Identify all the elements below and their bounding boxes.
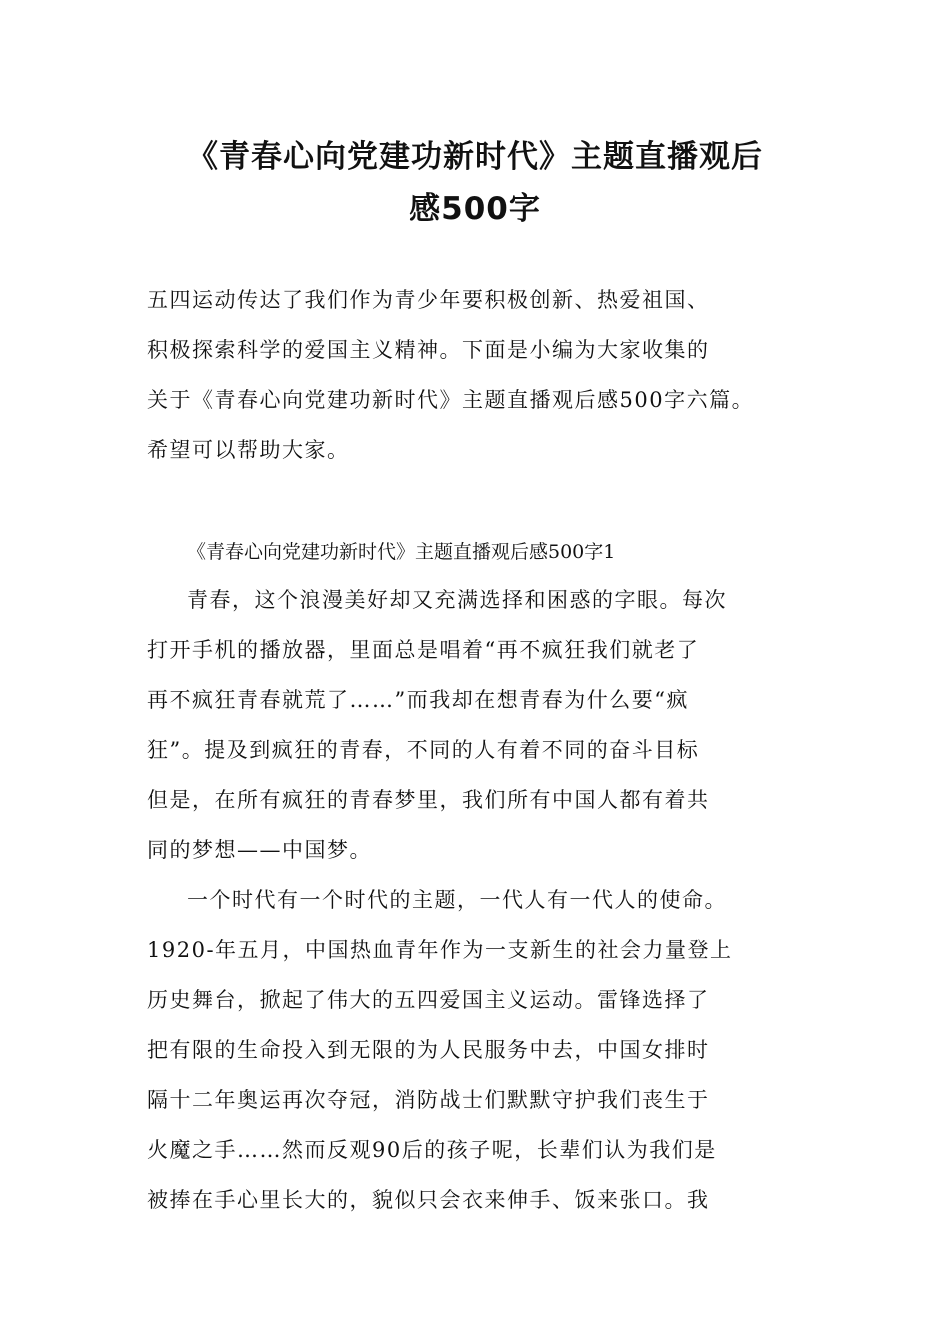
document-title-line-2: 感500字	[409, 191, 541, 227]
paragraph-line: 打开手机的播放器，里面总是唱着“再不疯狂我们就老了	[147, 638, 700, 662]
paragraph-line: 一个时代有一个时代的主题，一代人有一代人的使命。	[187, 888, 727, 912]
intro-line: 积极探索科学的爱国主义精神。下面是小编为大家收集的	[147, 338, 710, 362]
paragraph-line: 同的梦想——中国梦。	[147, 838, 372, 862]
paragraph-line: 青春，这个浪漫美好却又充满选择和困惑的字眼。每次	[187, 588, 727, 612]
paragraph-line: 历史舞台，掀起了伟大的五四爱国主义运动。雷锋选择了	[147, 988, 710, 1012]
paragraph-line: 隔十二年奥运再次夺冠，消防战士们默默守护我们丧生于	[147, 1088, 710, 1112]
paragraph-line: 但是，在所有疯狂的青春梦里，我们所有中国人都有着共	[147, 788, 710, 812]
intro-line: 五四运动传达了我们作为青少年要积极创新、热爱祖国、	[147, 288, 710, 312]
paragraph-line: 再不疯狂青春就荒了……”而我却在想青春为什么要“疯	[147, 688, 689, 712]
paragraph-line: 把有限的生命投入到无限的为人民服务中去，中国女排时	[147, 1038, 710, 1062]
paragraph-line: 被捧在手心里长大的，貌似只会衣来伸手、饭来张口。我	[147, 1188, 710, 1212]
paragraph-line: 火魔之手……然而反观90后的孩子呢，长辈们认为我们是	[147, 1138, 717, 1162]
document-title-line-1: 《青春心向党建功新时代》主题直播观后	[187, 139, 763, 175]
paragraph-line: 1920-年五月，中国热血青年作为一支新生的社会力量登上	[147, 938, 733, 962]
paragraph-line: 狂”。提及到疯狂的青春，不同的人有着不同的奋斗目标	[147, 738, 700, 762]
intro-line: 希望可以帮助大家。	[147, 438, 350, 462]
intro-line: 关于《青春心向党建功新时代》主题直播观后感500字六篇。	[147, 388, 755, 412]
section-heading: 《青春心向党建功新时代》主题直播观后感500字1	[187, 541, 616, 563]
